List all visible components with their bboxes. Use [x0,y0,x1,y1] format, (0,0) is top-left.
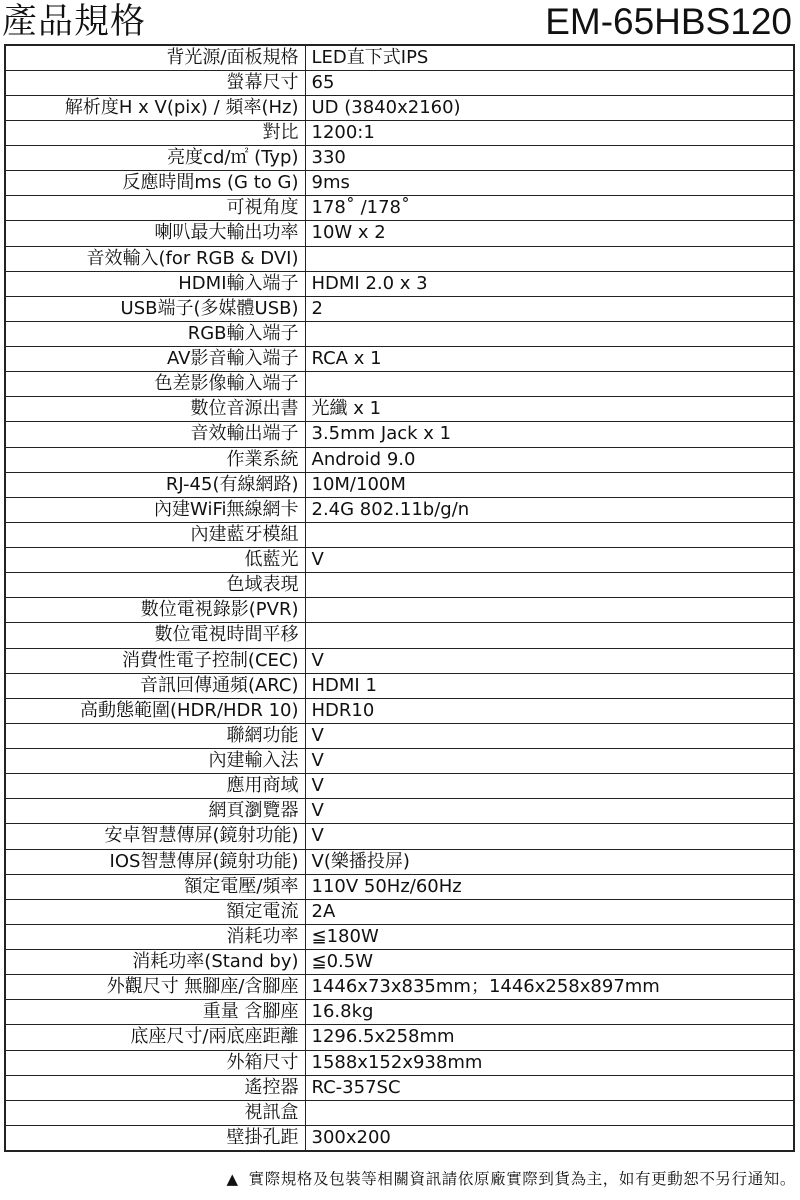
spec-row [5,799,794,824]
spec-label: 遙控器 [5,1075,305,1100]
spec-label: 壁掛孔距 [5,1125,305,1151]
spec-label: 外觀尺寸 無腳座/含腳座 [5,975,305,1000]
spec-row [5,70,794,95]
spec-row [5,1025,794,1050]
spec-row [5,950,794,975]
spec-value: 1446x73x835mm；1446x258x897mm [305,975,794,1000]
spec-value: V [305,824,794,849]
spec-value: 300x200 [305,1125,794,1151]
spec-value: 178˚ /178˚ [305,196,794,221]
spec-row [5,146,794,171]
spec-row [5,774,794,799]
spec-value: V(樂播投屏) [305,849,794,874]
spec-row [5,120,794,145]
spec-label: 消耗功率 [5,924,305,949]
spec-row [5,623,794,648]
spec-value: V [305,723,794,748]
spec-value: 10M/100M [305,472,794,497]
spec-label: 高動態範圍(HDR/HDR 10) [5,698,305,723]
spec-label: 數位電視時間平移 [5,623,305,648]
spec-row [5,372,794,397]
spec-value: 9ms [305,171,794,196]
spec-label: 低藍光 [5,548,305,573]
spec-label: 亮度cd/㎡ (Typ) [5,146,305,171]
spec-value: 110V 50Hz/60Hz [305,874,794,899]
spec-value [305,1100,794,1125]
spec-value: LED直下式IPS [305,45,794,70]
spec-row [5,422,794,447]
spec-row [5,924,794,949]
spec-label: 作業系統 [5,447,305,472]
spec-label: 對比 [5,120,305,145]
spec-row [5,45,794,70]
spec-label: 音效輸出端子 [5,422,305,447]
spec-value: 65 [305,70,794,95]
spec-label: 內建輸入法 [5,749,305,774]
spec-row [5,497,794,522]
spec-value: HDR10 [305,698,794,723]
spec-label: 應用商域 [5,774,305,799]
spec-value: 2A [305,899,794,924]
spec-value: V [305,799,794,824]
spec-row [5,673,794,698]
spec-value: UD (3840x2160) [305,95,794,120]
spec-value: RC-357SC [305,1075,794,1100]
spec-label: 色域表現 [5,573,305,598]
spec-row [5,246,794,271]
page-title: 產品規格 [2,2,147,42]
spec-row [5,573,794,598]
spec-label: RJ-45(有線網路) [5,472,305,497]
spec-row [5,1050,794,1075]
spec-label: IOS智慧傳屏(鏡射功能) [5,849,305,874]
spec-value: 16.8kg [305,1000,794,1025]
spec-label: 額定電流 [5,899,305,924]
warning-triangle-icon: ▲ [226,1170,239,1188]
spec-label: 音訊回傳通頻(ARC) [5,673,305,698]
spec-value: V [305,648,794,673]
spec-row [5,899,794,924]
spec-value: RCA x 1 [305,347,794,372]
spec-label: 聯網功能 [5,723,305,748]
spec-label: 背光源/面板規格 [5,45,305,70]
spec-value: 1296.5x258mm [305,1025,794,1050]
spec-row [5,95,794,120]
spec-value: 1200:1 [305,120,794,145]
spec-row [5,1125,794,1151]
model-name: EM-65HBS120 [545,1,792,42]
spec-value [305,246,794,271]
spec-value: V [305,774,794,799]
spec-row [5,522,794,547]
spec-row [5,196,794,221]
spec-value [305,321,794,346]
spec-label: 視訊盒 [5,1100,305,1125]
spec-label: RGB輸入端子 [5,321,305,346]
spec-row [5,648,794,673]
spec-value: HDMI 1 [305,673,794,698]
spec-row [5,824,794,849]
footer-note-text: 實際規格及包裝等相關資訊請依原廠實際到貨為主，如有更動恕不另行通知。 [248,1170,796,1188]
spec-row [5,1100,794,1125]
spec-label: 安卓智慧傳屏(鏡射功能) [5,824,305,849]
spec-row [5,296,794,321]
spec-value: Android 9.0 [305,447,794,472]
spec-row [5,171,794,196]
spec-label: 底座尺寸/兩底座距離 [5,1025,305,1050]
spec-row [5,472,794,497]
spec-table-body [5,45,794,1151]
spec-label: 喇叭最大輸出功率 [5,221,305,246]
spec-value [305,623,794,648]
spec-label: 色差影像輸入端子 [5,372,305,397]
spec-value: 1588x152x938mm [305,1050,794,1075]
spec-row [5,271,794,296]
spec-row [5,598,794,623]
spec-row [5,548,794,573]
spec-row [5,723,794,748]
spec-label: AV影音輸入端子 [5,347,305,372]
spec-label: 螢幕尺寸 [5,70,305,95]
spec-value: V [305,749,794,774]
spec-value: 3.5mm Jack x 1 [305,422,794,447]
spec-label: 網頁瀏覽器 [5,799,305,824]
spec-row [5,347,794,372]
spec-row [5,874,794,899]
header [0,0,800,44]
spec-value [305,522,794,547]
spec-row [5,849,794,874]
spec-row [5,447,794,472]
spec-row [5,1000,794,1025]
spec-value [305,598,794,623]
spec-row [5,698,794,723]
spec-value: HDMI 2.0 x 3 [305,271,794,296]
spec-value: 10W x 2 [305,221,794,246]
spec-label: 額定電壓/頻率 [5,874,305,899]
spec-value: 2.4G 802.11b/g/n [305,497,794,522]
spec-value: 330 [305,146,794,171]
spec-label: 外箱尺寸 [5,1050,305,1075]
spec-value: 光纖 x 1 [305,397,794,422]
spec-value [305,372,794,397]
spec-value [305,573,794,598]
spec-table [4,44,795,1152]
footer-note [226,1168,796,1190]
spec-label: 反應時間ms (G to G) [5,171,305,196]
spec-label: 可視角度 [5,196,305,221]
spec-label: 數位電視錄影(PVR) [5,598,305,623]
spec-label: 重量 含腳座 [5,1000,305,1025]
spec-label: 解析度H x V(pix) / 頻率(Hz) [5,95,305,120]
spec-label: 消費性電子控制(CEC) [5,648,305,673]
spec-value: ≦0.5W [305,950,794,975]
spec-row [5,221,794,246]
spec-label: USB端子(多媒體USB) [5,296,305,321]
spec-label: 內建WiFi無線網卡 [5,497,305,522]
spec-label: 數位音源出書 [5,397,305,422]
spec-row [5,749,794,774]
spec-row [5,975,794,1000]
spec-value: V [305,548,794,573]
spec-label: 音效輸入(for RGB & DVI) [5,246,305,271]
spec-label: 消耗功率(Stand by) [5,950,305,975]
spec-row [5,397,794,422]
spec-row [5,1075,794,1100]
spec-value: 2 [305,296,794,321]
spec-row [5,321,794,346]
spec-value: ≦180W [305,924,794,949]
spec-label: HDMI輸入端子 [5,271,305,296]
spec-label: 內建藍牙模組 [5,522,305,547]
